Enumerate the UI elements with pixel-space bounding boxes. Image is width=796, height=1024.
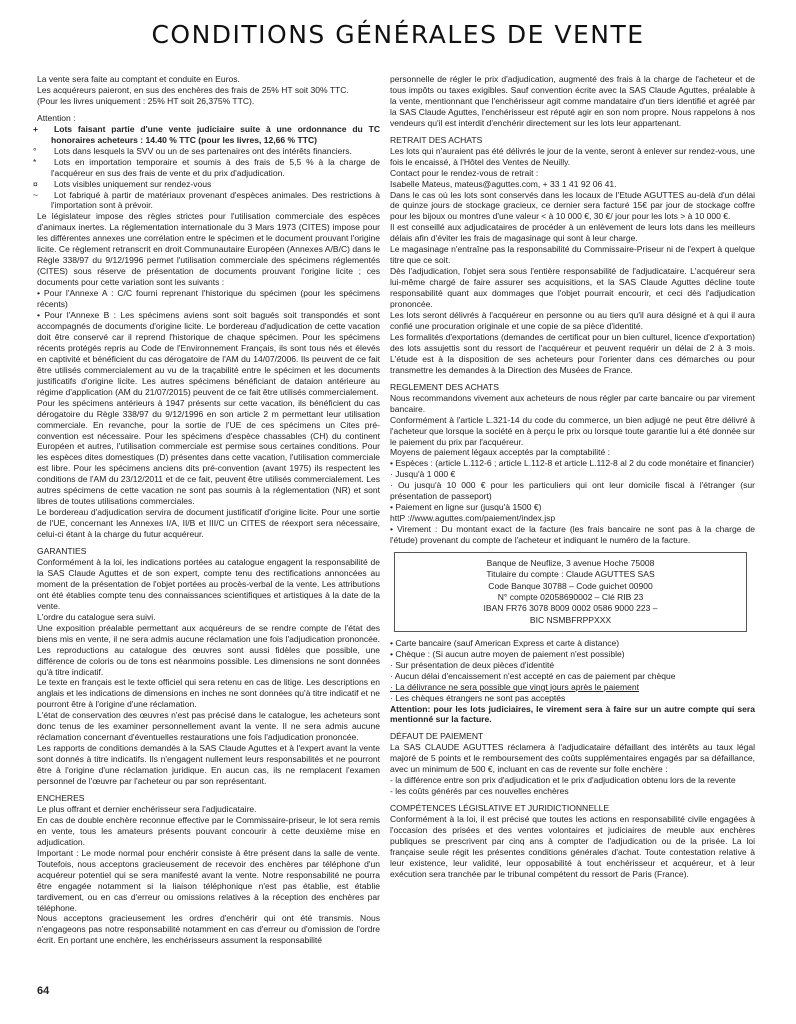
paragraph: · Jusqu'à 1 000 € [390, 469, 456, 480]
bullet-symbol: ¤ [33, 178, 38, 189]
paragraph: L'état de conservation des œuvres n'est pas précisé dans le catalogue, les acheteurs sont donc tenus de les examiner personnellement avant la vente. Il ne sera admis aucune réclamation concernant d'éventuelles restaurations une fois l'adjudication prononcée. [37, 710, 380, 743]
section-heading-encheres: ENCHERES [37, 793, 85, 803]
paragraph: La SAS CLAUDE AGUTTES réclamera à l'adjudicataire défaillant des intérêts au taux légal majoré de 5 points et le remboursement des coûts supplémentaires engagés par sa défaillance, avec un minimum de 500 €, incluant en cas de revente sur folle enchère : [390, 742, 755, 775]
list-item-text: Lots visibles uniquement sur rendez-vous [54, 178, 212, 189]
paragraph: Les lots seront délivrés à l'acquéreur en personne ou au tiers qu'il aura désigné et à qui il aura confié une procuration originale et une copie de sa pièce d'identité. [390, 310, 755, 331]
paragraph: Les acquéreurs paieront, en sus des enchères des frais de 25% HT soit 30% TTC. [37, 84, 349, 95]
section-heading-garanties: GARANTIES [37, 546, 87, 557]
paragraph: Le texte en français est le texte officiel qui sera retenu en cas de litige. Les descriptions en anglais et les indications de dimensions en inches ne sont données qu'à titre indicatif et ne pourront être à l'origine d'une réclamation. [37, 677, 380, 710]
paragraph: Moyens de paiement légaux acceptés par la comptabilité : [390, 447, 610, 458]
paragraph: Les rapports de conditions demandés à la SAS Claude Aguttes et à l'expert avant la vente sont donnés à titre indicatifs. Ils n'engagent nullement leurs responsabilités et ne pourront être à l'origine d'une réclamation juridique. En aucun cas, ils ne remplacent l'examen personnel de l'œuvre par l'acheteur ou par son représentant. [37, 743, 380, 787]
paragraph: La vente sera faite au comptant et conduite en Euros. [37, 74, 240, 84]
section-heading-competences: COMPÉTENCES LÉGISLATIVE ET JURIDICTIONNELLE [390, 803, 610, 814]
bank-line: Banque de Neuflize, 3 avenue Hoche 75008 [486, 558, 655, 569]
paragraph: Conformément à la loi, il est précisé que toutes les actions en responsabilité civile engagées à l'occasion des prisées et des ventes volontaires et judiciaires de meuble aux enchères publiques se prescrivent par cinq ans à compter de l'adjudication ou de la prisée. La loi française seule régit les présentes conditions générales d'achat. Toute contestation relative à leur existence, leur validité, leur opposabilité à tout enchérisseur et acquéreur, et à leur exécution sera tranchée par le tribunal compétent du ressort de Paris (France). [390, 814, 755, 879]
bullet-symbol: * [33, 156, 37, 167]
paragraph: personnelle de régler le prix d'adjudication, augmenté des frais à la charge de l'acheteur et de tous impôts ou taxes exigibles. Sauf convention écrite avec la SAS Claude Aguttes, préalable à la vente, mentionnant que l'enchérisseur agit comme mandataire d'un tiers identifié et agréé par la SAS Claude Aguttes, l'enchérisseur est réputé agir en son nom propre. Nous rappelons à nos vendeurs qu'il est interdit d'enchérir directement sur les lots leur appartenant. [390, 74, 755, 128]
section-heading-defaut: DÉFAUT DE PAIEMENT [390, 731, 484, 742]
list-item: • Chèque : (Si aucun autre moyen de paiement n'est possible) [390, 648, 625, 659]
list-item: · Aucun délai d'encaissement n'est accepté en cas de paiement par chèque [390, 670, 676, 681]
paragraph: Contact pour le rendez-vous de retrait : [390, 167, 539, 178]
left-column [33, 74, 380, 946]
section-heading-retrait: RETRAIT DES ACHATS [390, 134, 483, 145]
paragraph: • Virement : Du montant exact de la facture (les frais bancaire ne sont pas à la charge de l'étude) provenant du compte de l'acheteur et indiquant le numéro de la facture. [390, 524, 755, 546]
page-number: 64 [37, 985, 50, 997]
paragraph: Le plus offrant et dernier enchérisseur sera l'adjudicataire. [37, 803, 257, 814]
paragraph: • Espèces : (article L.112-6 ; article L.112-8 et article L.112-8 al 2 du code monétaire et financier) [390, 458, 755, 469]
list-item: · Sur présentation de deux pièces d'identité [390, 659, 555, 670]
paragraph: Il est conseillé aux adjudicataires de procéder à un enlèvement de leurs lots dans les meilleurs délais afin d'éviter les frais de magasinage qui sont à leur charge. [390, 222, 755, 244]
paragraph: Dans le cas où les lots sont conservés dans les locaux de l'Etude AGUTTES au-delà d'un délai de quinze jours de stockage gracieux, ce dernier sera facturé 15€ par jour de stockage coffre pour les bijoux ou montres d'une valeur < à 10 000 €, 30 €/ jour pour les lots > à 10 000 €. [390, 189, 755, 222]
paragraph: • Paiement en ligne sur (jusqu'à 1500 €) [390, 502, 542, 513]
payment-link[interactable]: httP ://www.aguttes.com/paiement/index.jsp [390, 513, 556, 524]
bank-line: Titulaire du compte : Claude AGUTTES SAS [486, 569, 655, 580]
paragraph: Les formalités d'exportations (demandes de certificat pour un bien culturel, licence d'exportation) des lots assujettis sont du ressort de l'acquéreur et peuvent requérir un délai de 2 à 3 mois. L'étude est à la disposition de ses acheteurs pour l'orienter dans ces démarches ou pour transmettre les demandes à la Direction des Musées de France. [390, 331, 755, 375]
page-title: CONDITIONS GÉNÉRALES DE VENTE [151, 20, 645, 49]
contact-line: Isabelle Mateus, mateus@aguttes.com, + 33 1 41 92 06 41. [390, 178, 617, 189]
paragraph: En cas de double enchère reconnue effective par le Commissaire-priseur, le lot sera remis en vente, tous les amateurs présents pouvant concourir à cette deuxième mise en adjudication. [37, 814, 380, 847]
list-item-text: Lots faisant partie d'une vente judiciaire suite à une ordonnance du TC honoraires acheteurs : 14.40 % TTC (pour les livres, 12,66 % TTC) [51, 123, 380, 145]
attention-list [33, 123, 380, 212]
list-item: • Carte bancaire (sauf American Express et carte à distance) [390, 637, 620, 648]
paragraph: • Pour l'Annexe B : Les spécimens aviens sont soit bagués soit transpondés et sont accompagnés de documents d'origine licite. Le bordereau d'adjudication de cette vacation doit être conservé car il reprend l'historique de chaque spécimen. Pour les spécimens récents protégés repris au Code de l'Environnement Français, ils sont tous nés et élevés en captivité et bénéficient du cas dérogatoire de l'AM du 14/07/2006. Ils peuvent de ce fait être utilisés commercialement au vu de la traçabilité entre le spécimen et les documents justificatifs d'origine licite. Les autres spécimens bénéficiant de dataion antérieure au régime d'application (AM du 21/07/2015) peuvent de ce fait être utilisés commercialement. [37, 310, 380, 397]
paragraph: Le magasinage n'entraîne pas la responsabilité du Commissaire-Priseur ni de l'expert à quelque titre que ce soit. [390, 244, 755, 266]
paragraph: Les lots qui n'auraient pas été délivrés le jour de la vente, seront à enlever sur rendez-vous, une fois le encaissé, à l'Hôtel des Ventes de Neuilly. [390, 145, 755, 167]
paragraph: Le législateur impose des règles strictes pour l'utilisation commerciale des espèces d'animaux inertes. La réglementation internationale du 3 Mars 1973 (CITES) impose pour les différentes annexes une corrélation entre le spécimen et le document prouvant l'origine licite. Ce règlement retranscrit en droit Communautaire Européen (Annexes A/B/C) dans le Règle 338/97 du 9/12/1996 permet l'utilisation commerciale des spécimens réglementés (CITES) sous réserve de présentation de documents prouvant l'origine licite ; ces documents pour cette variation sont les suivants : [37, 211, 380, 288]
paragraph: Important : Le mode normal pour enchérir consiste à être présent dans la salle de vente. Toutefois, nous acceptons gracieusement de recevoir des enchères par téléphone d'un acquéreur potentiel qui se sera manifesté avant la vente. Notre responsabilité ne pourra être engagée notamment si la liaison téléphonique n'est pas établie, est établie tardivement, ou en cas d'erreur ou omissions relatives à la réception des enchères par téléphone. [37, 847, 380, 913]
paragraph: (Pour les livres uniquement : 25% HT soit 26,375% TTC). [37, 95, 255, 106]
paragraph: Conformément à l'article L.321-14 du code du commerce, un bien adjugé ne peut être délivré à l'acheteur que lorsque la société en à perçu le prix ou lorsque toute garantie lui a été donnée sur le paiement du prix par l'acquéreur. [390, 414, 755, 447]
bank-line: Code Banque 30788 – Code guichet 00900 [488, 580, 653, 591]
bullet-symbol: + [33, 123, 38, 134]
bank-line: IBAN FR76 3078 8009 0002 0586 9000 223 – [483, 603, 658, 614]
bank-line: BIC NSMBFRPPXXX [529, 614, 612, 625]
right-column [390, 74, 755, 880]
paragraph: Dès l'adjudication, l'objet sera sous l'entière responsabilité de l'adjudicataire. L'acquéreur sera lui-même chargé de faire assurer ses acquisitions, et la SAS Claude Aguttes décline toute responsabilité quant aux dommages que l'objet pourrait encourir, et ceci dès l'adjudication prononcée. [390, 266, 755, 310]
list-item-text: Lot fabriqué à partir de matériaux provenant d'espèces animales. Des restrictions à l'importation sont à prévoir. [51, 189, 380, 211]
list-item [33, 145, 380, 157]
paragraph: Nous acceptons gracieusement les ordres d'enchérir qui ont été transmis. Nous n'engageons pas notre responsabilité notamment en cas d'erreur ou d'omission de l'ordre écrit. En portant une enchère, les enchérisseurs assument la responsabilité [37, 913, 380, 946]
list-item [33, 189, 380, 212]
paragraph: Pour les spécimens antérieurs à 1947 présents sur cette vacation, ils bénéficient du cas dérogatoire du Règle 338/97 du 9/12/1996 en son article 2 m permettant leur utilisation commerciale. En revanche, pour la sortie de l'UE de ces spécimens un Cites pré-convention est nécessaire. Pour les spécimens d'espèce chassables (CH) du continent Européen et autres, l'utilisation commerciale est permise sous certaines conditions. Pour les espèces dites domestiques (D) présentes dans cette vacation, l'utilisation commerciale est libre. Pour les spécimens anciens dits pré-convention (avant 1975) ils respectent les conditions de l'AM du 23/12/2011 et de ce fait, peuvent être utilisés commercialement. Les autres spécimens de cette vacation ne sont pas soumis à la réglementation (NR) et sont libres de toutes utilisations commerciales. [37, 397, 380, 507]
list-item [33, 178, 380, 190]
paragraph: · Ou jusqu'à 10 000 € pour les particuliers qui ont leur domicile fiscal à l'étranger (sur présentation de passeport) [390, 480, 755, 502]
bullet-symbol: ° [33, 145, 37, 156]
paragraph: Une exposition préalable permettant aux acquéreurs de se rendre compte de l'état des biens mis en vente, il ne sera admis aucune réclamation une fois l'adjudication prononcée. Les reproductions au catalogue des œuvres sont aussi fidèles que possible, une différence de coloris ou de tons est néanmoins possible. Les dimensions ne sont données qu'à titre indicatif. [37, 622, 380, 677]
bank-line: N° compte 02058690002 – Clé RIB 23 [497, 591, 644, 602]
list-item [33, 156, 380, 179]
paragraph: Conformément à la loi, les indications portées au catalogue engagent la responsabilité de la SAS Claude Aguttes et de son expert, compte tenu des rectifications annoncées au moment de la présentation de l'objet portées au procès-verbal de la vente. Les attributions ont été établies compte tenu des connaissances scientifiques et artistiques à la date de la vente. [37, 556, 380, 611]
list-item: · La délivrance ne sera possible que vingt jours après le paiement [390, 681, 639, 692]
paragraph: Le bordereau d'adjudication servira de document justificatif d'origine licite. Pour une sortie de l'UE, concernant les Annexes I/A, II/B et III/C un CITES de réexport sera nécessaire, celui-ci étant à la charge du futur acquéreur. [37, 507, 380, 540]
paragraph: • Pour l'Annexe A : C/C fourni reprenant l'historique du spécimen (pour les spécimens récents) [37, 288, 380, 310]
paragraph: - les coûts générés par ces nouvelles enchères [390, 786, 569, 797]
attention-label: Attention : [37, 112, 76, 123]
bank-details-box [394, 552, 747, 632]
list-item-text: Lots en importation temporaire et soumis à des frais de 5,5 % à la charge de l'acquéreur en sus des frais de vente et du prix d'adjudication. [51, 156, 380, 178]
judicial-transfer-note: Attention: pour les lots judiciaires, le virement sera à faire sur un autre compte qui sera mentionné sur la facture. [390, 703, 755, 725]
bullet-symbol: ~ [33, 189, 38, 200]
list-item-text: Lots dans lesquels la SVV ou un de ses partenaires ont des intérêts financiers. [54, 145, 352, 156]
paragraph: Nous recommandons vivement aux acheteurs de nous régler par carte bancaire ou par virement bancaire. [390, 392, 755, 414]
list-item: · Les chèques étrangers ne sont pas acceptés [390, 692, 566, 703]
list-item [33, 123, 380, 146]
paragraph: - la différence entre son prix d'adjudication et le prix d'adjudication obtenu lors de la revente [390, 775, 736, 786]
paragraph: L'ordre du catalogue sera suivi. [37, 611, 156, 622]
section-heading-reglement: REGLEMENT DES ACHATS [390, 381, 499, 392]
